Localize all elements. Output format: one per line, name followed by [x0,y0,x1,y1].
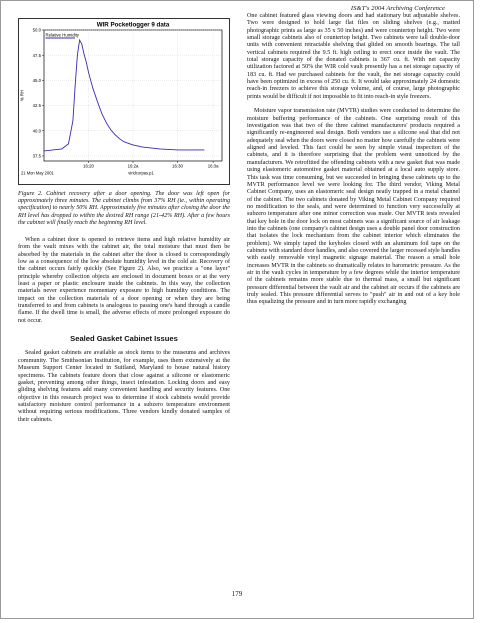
y-axis-label: % RH [19,90,25,101]
x-date-label: 21 Mon May 2001 [21,170,54,176]
right-column [247,13,460,314]
body-paragraph: Sealed gasket cabinets are available as stock items to the museums and archives community. The Smithsonian Institution, for example, uses them extensively at the Museum Support Center located in Suitland, Maryland to house natural history specimens. The cabinets feature doors that close against a silicone or elastomeric gasket, preventing among other things, insect infestation. Locking doors and easy gliding shelving features add many convenient handling and security features. One objective in this research project was to determine if stock cabinets would provide satisfactory moisture control performance in a subzero temperature environment without requiring serious modifications. Three vendors kindly donated samples of their cabinets. [18,350,230,423]
y-tick-label: 42.5 [32,103,41,109]
plot-area [44,30,222,161]
rh-data-point [68,144,69,145]
rh-data-point [168,149,169,150]
x-tick-label: 16:30 [172,163,183,169]
rh-data-point [88,72,89,73]
rh-data-point [86,62,87,63]
rh-data-point [110,129,111,130]
rh-data-point [77,55,78,56]
rh-data-point [84,54,85,55]
rh-data-point [159,149,160,150]
chart-title: WIR Pocketlogger 9 data [96,21,170,29]
y-tick-label: 40.0 [32,128,41,134]
figure-caption: Figure 2. Cabinet recovery after a door opening. The door was left open for approximately three minutes. The cabinet climbs from 37% RH (ie., within operating specification) to nearly 50% RH. Approximately five minutes after closing the door the RH level has dropped to within the desired RH range (21-42% RH). After a few hours the cabinet will finally reach the beginning RH level. [18,191,230,226]
body-paragraph: One cabinet featured glass viewing doors and had stationary but adjustable shelves. Two were designed to hold large flat files on sliding shelves (e.g., matted photographic prints as large as 35 x 50 inches) and were countertop height. Two were small storage cabinets also of countertop height. Two cabinets were tall double-door units with convenient retractable shelving that glided on smooth bearings. The tall vertical cabinets required the 9.5 ft. high ceiling to erect once inside the vault. The total storage capacity of the donated cabinets is 367 cu. ft. With net capacity utilization factored at 50% the WIR cold vault presently has a net storage capacity of 183 cu. ft. Had we purchased cabinets for the vault, the net storage capacity could have been optimized in excess of 250 cu. ft. It would take approximately 24 domestic reach-in freezers to achieve this storage volume, and, of course, large photographic prints would be difficult if not impossible to fit into reach-in style freezers. [247,13,460,100]
rh-data-point [119,138,120,139]
rh-data-point [73,120,74,121]
rh-data-point [75,85,76,86]
rh-data-point [106,122,107,123]
rh-data-point [79,40,80,41]
rh-data-point [115,134,116,135]
rh-data-point [53,150,54,151]
x-tick-label: 16:20 [83,163,94,169]
section-heading: Sealed Gasket Cabinet Issues [70,334,178,344]
rh-data-point [133,145,134,146]
y-tick-label: 47.5 [32,52,41,58]
x-file-label: viridcorpas.p1 [128,170,154,176]
figure-2 [18,18,230,185]
rh-data-point [97,101,98,102]
body-paragraph: When a cabinet door is opened to retrieve items and high relative humidity air from the vault mixes with the cabinet air, the total moisture that must then be absorbed by the materials in the cabinet after the door is closed is correspondingly low as a consequence of the low absolute humidity level in the cold air. Recovery of the cabinet occurs fairly quickly (See Figure 2). Also, we practice a "one layer" principle whereby collection objects are enclosed in document boxes or at the very least a paper or plastic enclosure inside the cabinets. In this way, the collection materials never experience momentary exposure to high humidity conditions. The impact on the collection materials of a door opening or when they are being transferred to and from cabinets is analogous to passing one's hand through a candle flame. If the dwell time is small, the adverse effects of more prolonged exposure do not occur. [18,237,230,324]
rh-data-point [102,113,103,114]
rh-data-point [124,142,125,143]
rh-data-point [61,149,62,150]
rh-data-point [44,151,45,152]
y-tick-label: 37.5 [32,153,41,159]
rh-data-point [186,150,187,151]
rh-data-point [204,150,205,151]
y-tick-label: 50.0 [32,27,41,33]
legend-entry: Relative Humidity [45,32,79,38]
rh-data-point [93,88,94,89]
running-head: IS&T's 2004 Archiving Conference [350,5,445,12]
rh-data-point [195,150,196,151]
body-paragraph: Moisture vapor transmission rate (MVTR) studies were conducted to determine the moisture buffering performance of the cabinets. One surprising result of this investigation was that two of the three cabinet manufacturers' products required a significantly re-engineered seal design. Both vendors use a silicone seal that did not adequately seal when the doors were closed no matter how carefully the cabinets were aligned and leveled. This fact could be seen by simple visual inspection of the cabinets, and it is therefore surprising that the problem went unnoticed by the manufacturers. We retrofitted the offending cabinets with a new gasket that was made using elastomeric automotive gasket material obtained at a local auto supply store. This task was time consuming, but we succeeded in bringing these cabinets up to the MVTR performance level we were looking for. The third vendor, Viking Metal Cabinet Company, uses an elastomeric seal design neatly trapped in a metal channel of the cabinet. The two cabinets donated by Viking Metal Cabinet Company required no modification to the seals, and were determined to function very successfully at subzero temperature after one minor correction was made. Our MVTR tests revealed that key hole in the door lock on most cabinets was a significant source of air leakage into the cabinets (one company's cabinet design uses a double panel door construction that isolates the lock mechanism from the cabinet interior which eliminates the problem). We simply taped the keyholes closed with an aluminum foil tape on the cabinets with standard door handles, and also covered the larger recessed style handles with easily removable vinyl magnetic signage material. The reason a small hole increases MVTR in the cabinets so dramatically relates to barometric pressure. As the air in the vault cycles in temperature by a few degrees while the interior temperature of the cabinets remains more stable due to thermal mass, a small but significant pressure differential between the vault air and the cabinet air occurs if the cabinets are truly sealed. This pressure differential serves to "push" air in and out of a key hole thus equalizing the pressure and in turn more rapidly exchanging [247,108,460,306]
x-tick-label: 16:3a [207,163,219,169]
page-number: 179 [231,590,243,598]
rh-data-point [142,147,143,148]
rh-chart [18,18,230,185]
rh-data-point [177,150,178,151]
rh-data-point [150,148,151,149]
left-column [18,18,230,431]
rh-data-point [81,44,82,45]
x-tick-label: 16:2a [127,163,139,169]
y-tick-label: 45.0 [32,77,41,83]
